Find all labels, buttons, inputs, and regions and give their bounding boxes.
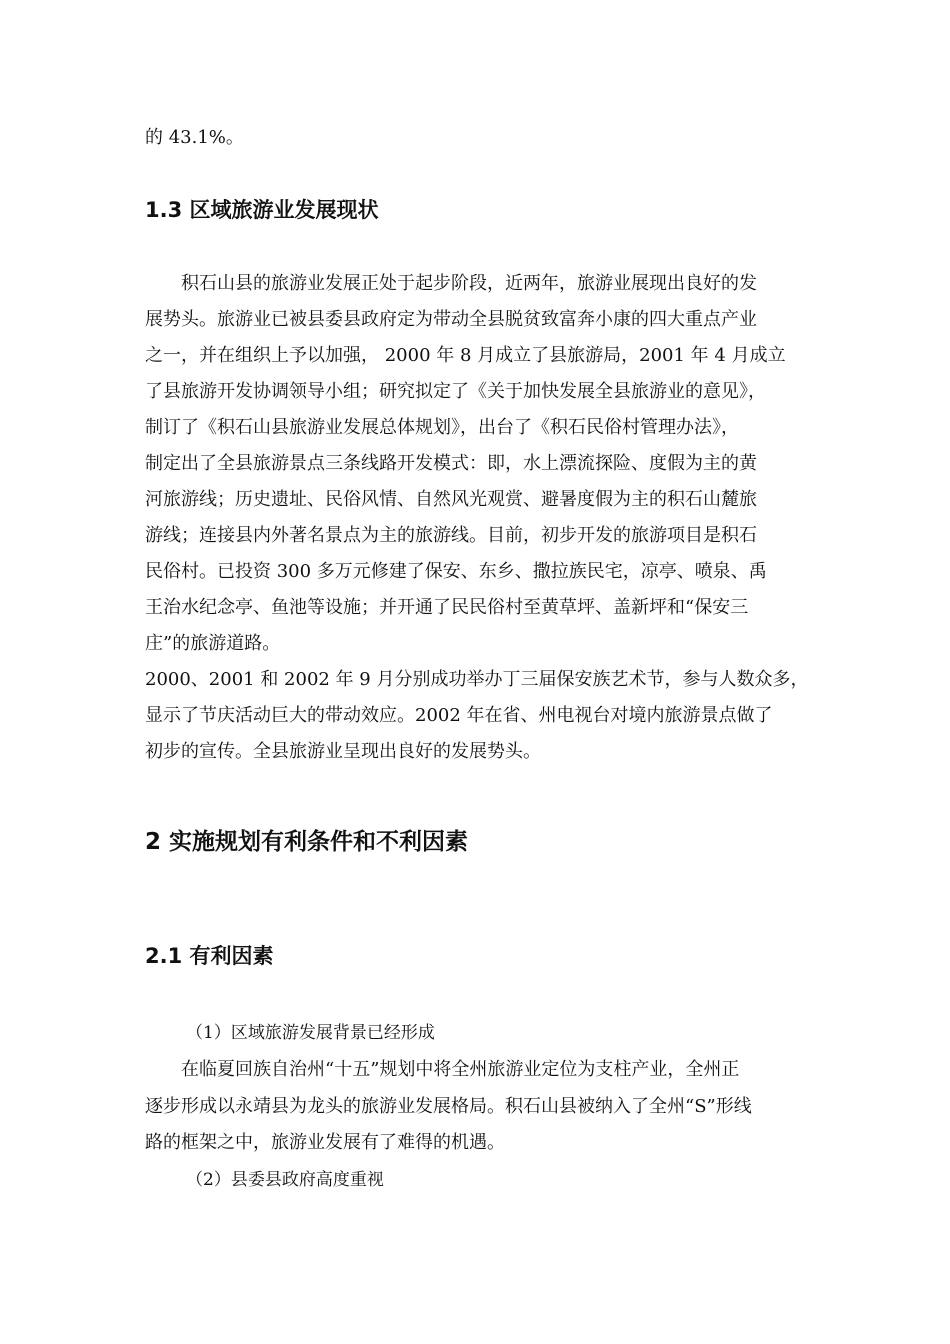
paragraph-line: 在临夏回族自治州“十五”规划中将全州旅游业定位为支柱产业，全州正 (181, 1059, 740, 1080)
paragraph-line: 逐步形成以永靖县为龙头的旅游业发展格局。积石山县被纳入了全州“S”形线 (145, 1096, 752, 1117)
paragraph-line: 初步的宣传。全县旅游业呈现出良好的发展势头。 (145, 741, 541, 762)
paragraph-line: 展势头。旅游业已被县委县政府定为带动全县脱贫致富奔小康的四大重点产业 (145, 309, 757, 330)
paragraph-line: 之一，并在组织上予以加强， 2000 年 8 月成立了县旅游局，2001 年 4 月成立 (145, 345, 786, 366)
item-title-2: （2）县委县政府高度重视 (186, 1170, 384, 1190)
paragraph-line: 王治水纪念亭、鱼池等设施；并开通了民民俗村至黄草坪、盖新坪和“保安三 (145, 597, 749, 618)
paragraph-line: 路的框架之中，旅游业发展有了难得的机遇。 (145, 1132, 505, 1153)
paragraph-line: 了县旅游开发协调领导小组；研究拟定了《关于加快发展全县旅游业的意见》， (145, 381, 766, 402)
paragraph-line: 河旅游线；历史遗址、民俗风情、自然风光观赏、避暑度假为主的积石山麓旅 (145, 489, 757, 510)
paragraph-line: 游线；连接县内外著名景点为主的旅游线。目前，初步开发的旅游项目是积石 (145, 525, 757, 546)
item-title-1: （1）区域旅游发展背景已经形成 (186, 1023, 435, 1043)
paragraph-line: 2000、2001 和 2002 年 9 月分别成功举办丁三届保安族艺术节，参与人数众多， (145, 669, 809, 690)
section-heading-2: 2 实施规划有利条件和不利因素 (145, 829, 469, 855)
paragraph-line: 显示了节庆活动巨大的带动效应。2002 年在省、州电视台对境内旅游景点做了 (145, 705, 773, 726)
continuation-line: 的 43.1%。 (145, 127, 244, 148)
paragraph-line: 积石山县的旅游业发展正处于起步阶段，近两年，旅游业展现出良好的发 (181, 273, 757, 294)
paragraph-line: 庄”的旅游道路。 (145, 633, 281, 654)
paragraph-line: 制定出了全县旅游景点三条线路开发模式：即，水上漂流探险、度假为主的黄 (145, 453, 757, 474)
section-heading-2-1: 2.1 有利因素 (145, 944, 274, 968)
section-heading-1-3: 1.3 区域旅游业发展现状 (145, 198, 379, 222)
paragraph-line: 制订了《积石山县旅游业发展总体规划》，出台了《积石民俗村管理办法》， (145, 417, 739, 438)
paragraph-line: 民俗村。已投资 300 多万元修建了保安、东乡、撒拉族民宅，凉亭、喷泉、禹 (145, 561, 767, 582)
